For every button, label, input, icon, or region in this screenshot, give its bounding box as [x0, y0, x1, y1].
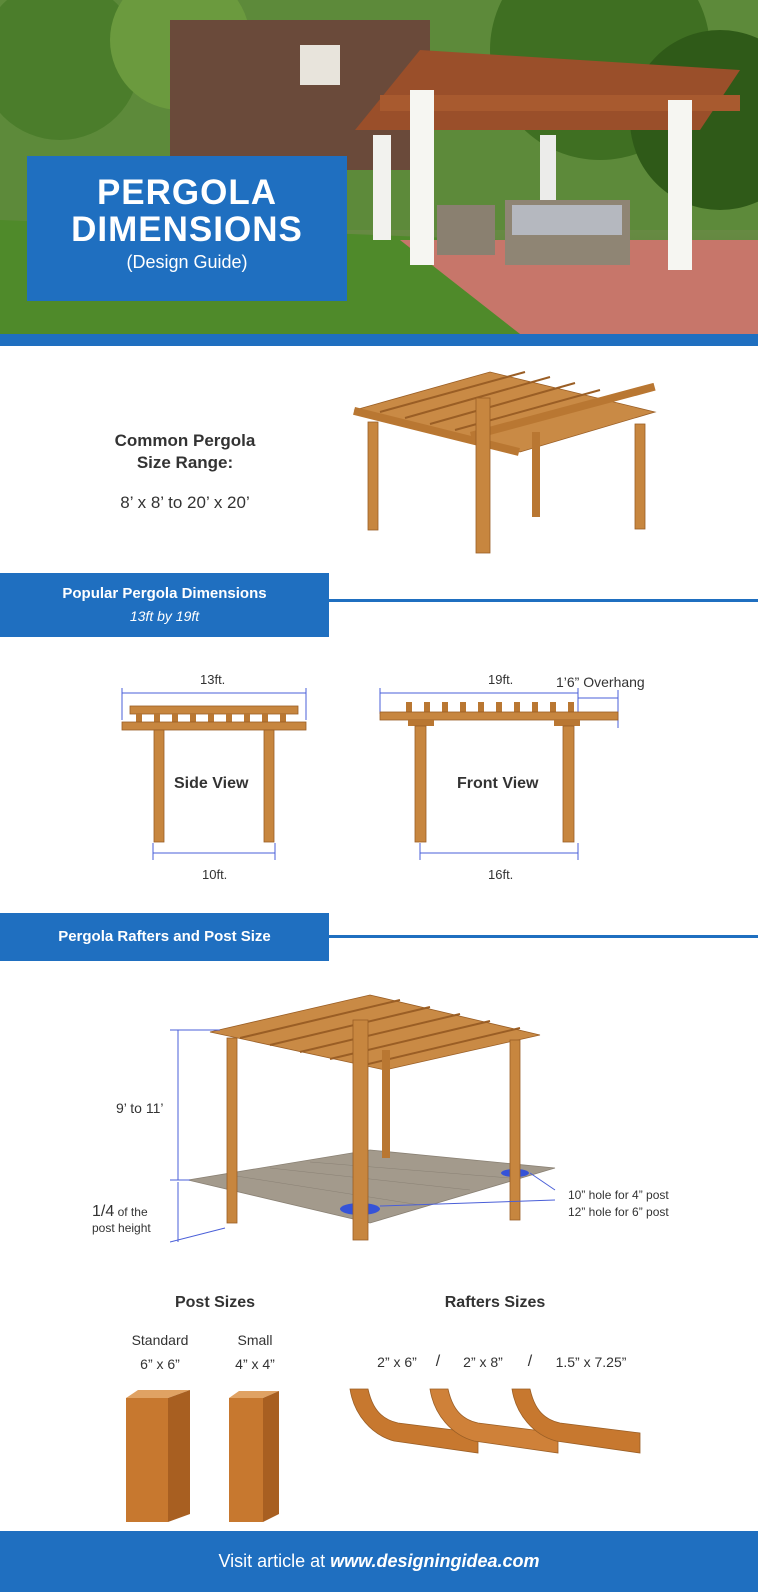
- post-size-small-name: Small: [237, 1332, 273, 1348]
- hero-divider: [0, 334, 758, 346]
- hero-photo: [0, 0, 758, 334]
- popular-dimensions-header: [0, 573, 329, 637]
- post-sizes-heading: Post Sizes: [174, 1294, 256, 1311]
- post-size-small: [215, 1328, 295, 1376]
- footing-depth-text: of the: [117, 1205, 148, 1219]
- popular-dimensions-title: Popular Pergola Dimensions: [62, 585, 267, 602]
- hero-title-box: [27, 156, 347, 301]
- hero-subtitle: (Design Guide): [126, 252, 248, 272]
- pergola-illustration-top: [350, 362, 662, 562]
- side-view-bottom-dimension: 10ft.: [202, 867, 228, 882]
- hole-note-2: 12” hole for 6” post: [568, 1205, 669, 1219]
- hero-title: PERGOLA DIMENSIONS: [71, 173, 303, 249]
- popular-dimensions-subtitle: 13ft by 19ft: [129, 608, 200, 624]
- footer-bar: [0, 1531, 758, 1592]
- post-size-small-value: 4” x 4”: [235, 1356, 275, 1372]
- hole-note-1: 10” hole for 4” post: [568, 1188, 669, 1202]
- rafter-size-2: 2” x 8”: [463, 1354, 503, 1370]
- rafter-sizes-heading: Rafters Sizes: [444, 1294, 546, 1311]
- post-samples: [124, 1388, 294, 1524]
- rafter-separator-2: /: [527, 1353, 533, 1370]
- front-view-bottom-dimension: 16ft.: [488, 867, 514, 882]
- rafters-posts-header: [0, 913, 329, 961]
- rafters-posts-title: Pergola Rafters and Post Size: [58, 928, 271, 945]
- footing-depth-text-2: post height: [92, 1221, 151, 1235]
- front-view-label: Front View: [457, 775, 539, 792]
- section-line: [329, 599, 758, 602]
- rafter-size-1: 2” x 6”: [377, 1354, 417, 1370]
- rafter-samples: [348, 1385, 644, 1465]
- post-size-standard: [115, 1328, 205, 1376]
- front-view-top-dimension: 19ft.: [488, 672, 514, 687]
- post-size-standard-name: Standard: [131, 1332, 189, 1348]
- footer-link[interactable]: www.designingidea.com: [330, 1551, 540, 1571]
- rafter-separator-1: /: [435, 1353, 441, 1370]
- height-range-label: 9’ to 11’: [116, 1100, 164, 1116]
- side-view-label: Side View: [174, 775, 249, 792]
- front-view-overhang-label: 1’6” Overhang: [556, 674, 645, 690]
- pergola-height-diagram: [170, 990, 560, 1260]
- size-range-value: 8’ x 8’ to 20’ x 20’: [120, 493, 250, 512]
- size-range-label: Common Pergola Size Range:: [114, 431, 256, 472]
- section-line: [329, 935, 758, 938]
- side-view-top-dimension: 13ft.: [200, 672, 226, 687]
- post-size-standard-value: 6” x 6”: [140, 1356, 180, 1372]
- footer-prefix: Visit article at: [218, 1551, 331, 1571]
- footing-depth-label: [92, 1204, 166, 1236]
- footing-depth-fraction: 1/4: [92, 1203, 115, 1220]
- rafter-size-3: 1.5” x 7.25”: [555, 1354, 627, 1370]
